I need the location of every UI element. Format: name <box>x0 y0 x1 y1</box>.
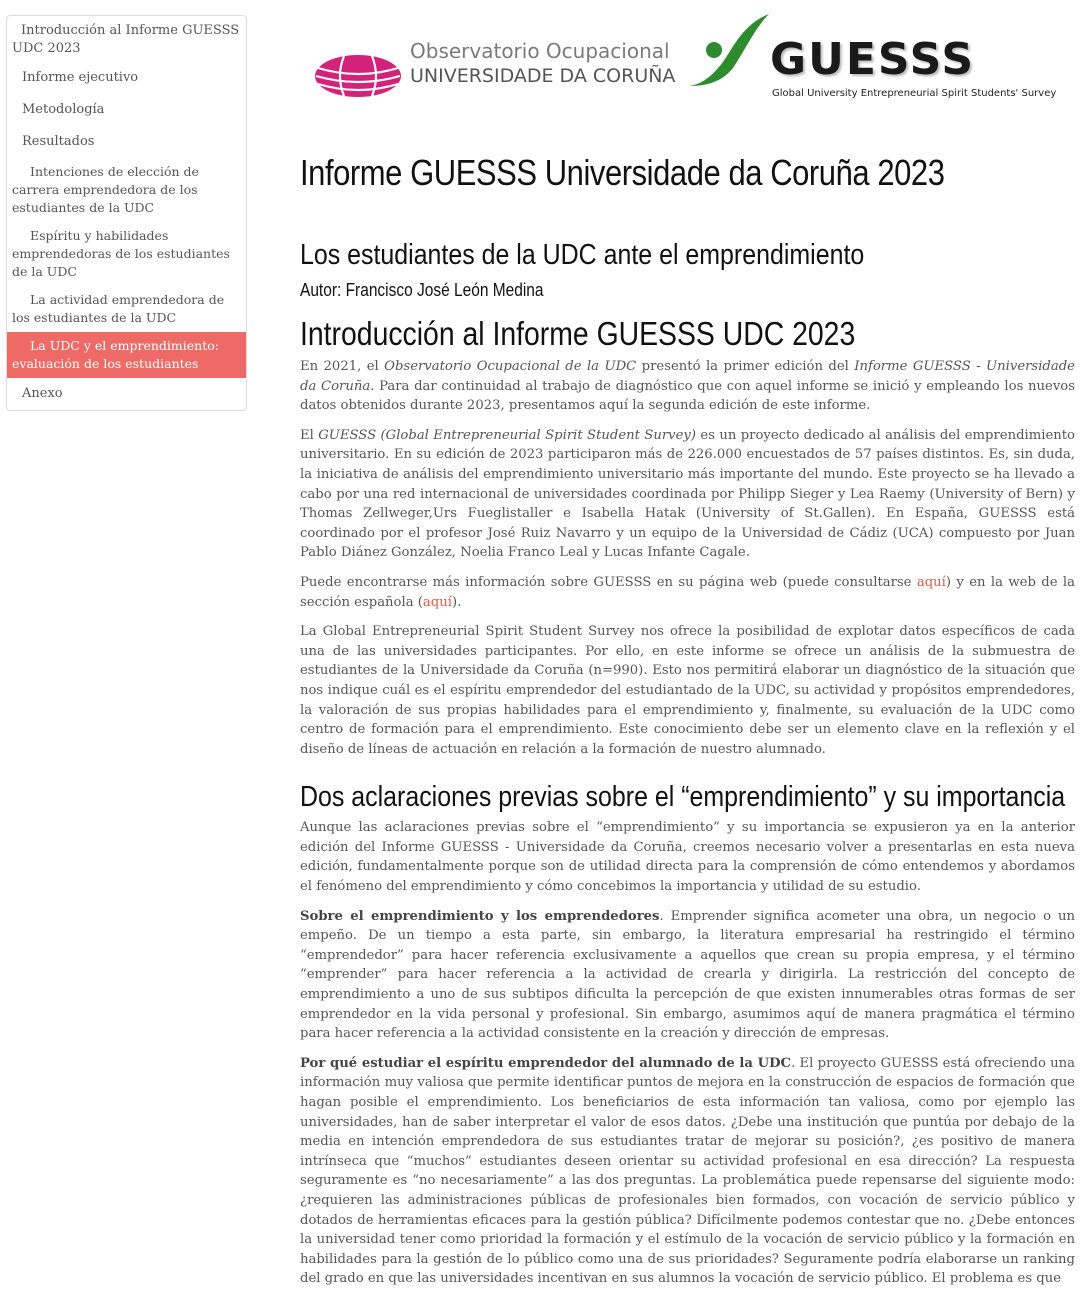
toc-item-espiritu[interactable]: Espíritu y habilidades emprendedoras de los estudiantes de la UDC <box>12 228 230 279</box>
toc-item-anexo[interactable]: Anexo <box>22 386 63 401</box>
toc-item-udc-emprendimiento[interactable]: La UDC y el emprendimiento: evaluación de los estudiantes <box>7 332 246 378</box>
table-of-contents <box>6 15 247 411</box>
guesss-spain-link[interactable]: aquí <box>422 594 452 610</box>
paragraph-por-que-estudiar: Por qué estudiar el espíritu emprendedor del alumnado de la UDC. El proyecto GUESSS está ofreciendo una información muy valiosa que permite identificar puntos de mejora en la construcción de espacios de formación que hagan posible el emprendimiento. Los beneficiarios de esta información tan valiosa, como por ejemplo las universidades, han de saber interpretar el valor de esos datos. ¿Debe una institución que puntúa por debajo de la media en intención emprendedora de sus estudiantes tratar de mejorar su posición?, ¿es positivo de manera intrínseca que “muchos” estudiantes deseen orientar su actividad profesional en esa dirección? La respuesta seguramente es “no necesariamente” a las dos preguntas. La problemática puede repensarse del siguiente modo: ¿requieren las administraciones públicas de profesionales bien formados, con vocación de servicio público y dotados de herramientas eficaces para la gestión pública? Difícilmente podemos contestar que no. ¿Debe entonces la universidad tener como prioridad la formación y el estímulo de la vocación de servicio público y la formación en habilidades para la gestión de lo público como una de sus prioridades? Seguramente podría elaborarse un ranking del grado en que las universidades incentivan en sus alumnos la vocación de servicio público. El problema es que <box>300 1055 1076 1287</box>
guesss-logo-mark <box>685 10 775 90</box>
guesss-logo-word: GUESSS <box>770 34 976 85</box>
main-content <box>300 140 1075 1299</box>
paragraph-emprendimiento: Sobre el emprendimiento y los emprendedores. Emprender significa acometer una obra, un negocio o un empeño. De un tiempo a esta parte, sin embargo, la literatura empresarial ha restringido el término “emprendedor” para hacer referencia exclusivamente a aquellos que crean su propia empresa, y el término “emprender” para hacer referencia a la actividad de crearla y dirigirla. La restricción del concepto de emprendimiento a uno de sus subtipos dificulta la percepción de que existen innumerables otras formas de ser emprendedor en la vida personal y profesional. Sin embargo, asumimos aquí de manera pragmática el término para hacer referencia a la actividad consistente en la creación y dirección de empresas. <box>300 908 1075 1042</box>
paragraph-intro-3: Puede encontrarse más información sobre GUESSS en su página web (puede consultarse aquí) y en la web de la sección española (aquí). <box>300 574 1076 610</box>
toc-item-resultados[interactable]: Resultados <box>22 134 95 149</box>
header-logos <box>300 10 1075 110</box>
udc-logo-line2: UNIVERSIDADE DA CORUÑA <box>410 65 676 87</box>
guesss-logo-tagline: Global University Entrepreneurial Spirit Students' Survey <box>772 88 1057 99</box>
paragraph-intro-1: En 2021, el Observatorio Ocupacional de la UDC presentó la primer edición del Informe GUESSS - Universidade da Coruña. Para dar continuidad al trabajo de diagnóstico que con aquel informe se inició y empleando los nuevos datos obtenidos durante 2023, presentamos aquí la segunda edición de este informe. <box>300 359 1075 414</box>
paragraph-aclaraciones-1: Aunque las aclaraciones previas sobre el “emprendimiento” y su importancia se expusieron ya en la anterior edición del Informe GUESSS - Universidade da Coruña, creemos necesario volver a presentarlas en esta nueva edición, fundamentalmente porque son de utilidad directa para la comprensión de cómo entendemos y abordamos el fenómeno del emprendimiento y cómo concebimos la importancia y utilidad de su estudio. <box>300 820 1075 895</box>
toc-item-actividad[interactable]: La actividad emprendedora de los estudiantes de la UDC <box>12 292 225 325</box>
section-heading-aclaraciones: Dos aclaraciones previas sobre el “emprendimiento” y su importancia <box>300 781 1066 814</box>
paragraph-intro-2: El GUESSS (Global Entrepreneurial Spirit Student Survey) es un proyecto dedicado al análisis del emprendimiento universitario. En su edición de 2023 participaron más de 226.000 encuestados de 57 países distintos. Es, sin duda, la iniciativa de análisis del emprendimiento universitario más importante del mundo. Este proyecto se ha llevado a cabo por una red internacional de universidades coordinada por Philipp Sieger y Lea Raemy (University of Bern) y Thomas Zellweger,Urs Fueglistaller e Isabella Hatak (University of St.Gallen). En España, GUESSS está coordinado por el profesor José Ruiz Navarro y un equipo de la Universidad de Cádiz (UCA) compuesto por Juan Pablo Diánez González, Noelia Franco Leal y Lucas Infante Cagale. <box>300 427 1075 561</box>
toc-item-introduccion[interactable]: Introducción al Informe GUESSS UDC 2023 <box>12 23 240 56</box>
toc-item-metodologia[interactable]: Metodología <box>22 102 105 117</box>
page-subtitle: Los estudiantes de la UDC ante el emprendimiento <box>300 239 865 271</box>
paragraph-intro-4: La Global Entrepreneurial Spirit Student Survey nos ofrece la posibilidad de explotar datos específicos de cada una de las universidades participantes. Por ello, en este informe se ofrece un análisis de la submuestra de estudiantes de la Universidade da Coruña (n=990). Esto nos permitirá elaborar un diagnóstico de la situación que nos indique cuál es el espíritu emprendedor del estudiantado de la UDC, su actividad y propósitos emprendedores, la valoración de sus propias habilidades para el emprendimiento y, finalmente, su evaluación de la UDC como centro de formación para el emprendimiento. Este conocimiento debe ser un elemento clave en la reflexión y el diseño de líneas de actuación en relación a la formación de nuestro alumnado. <box>300 624 1075 757</box>
udc-logo-line1: Observatorio Ocupacional <box>410 39 670 63</box>
guesss-web-link[interactable]: aquí <box>916 574 946 590</box>
page-title: Informe GUESSS Universidade da Coruña 2023 <box>300 152 945 193</box>
author-line: Autor: Francisco José León Medina <box>300 280 544 300</box>
intro-heading: Introducción al Informe GUESSS UDC 2023 <box>300 315 856 352</box>
udc-logo-mark <box>314 54 402 98</box>
toc-item-informe-ejecutivo[interactable]: Informe ejecutivo <box>22 70 139 85</box>
toc-item-intenciones[interactable]: Intenciones de elección de carrera emprendedora de los estudiantes de la UDC <box>12 164 199 215</box>
